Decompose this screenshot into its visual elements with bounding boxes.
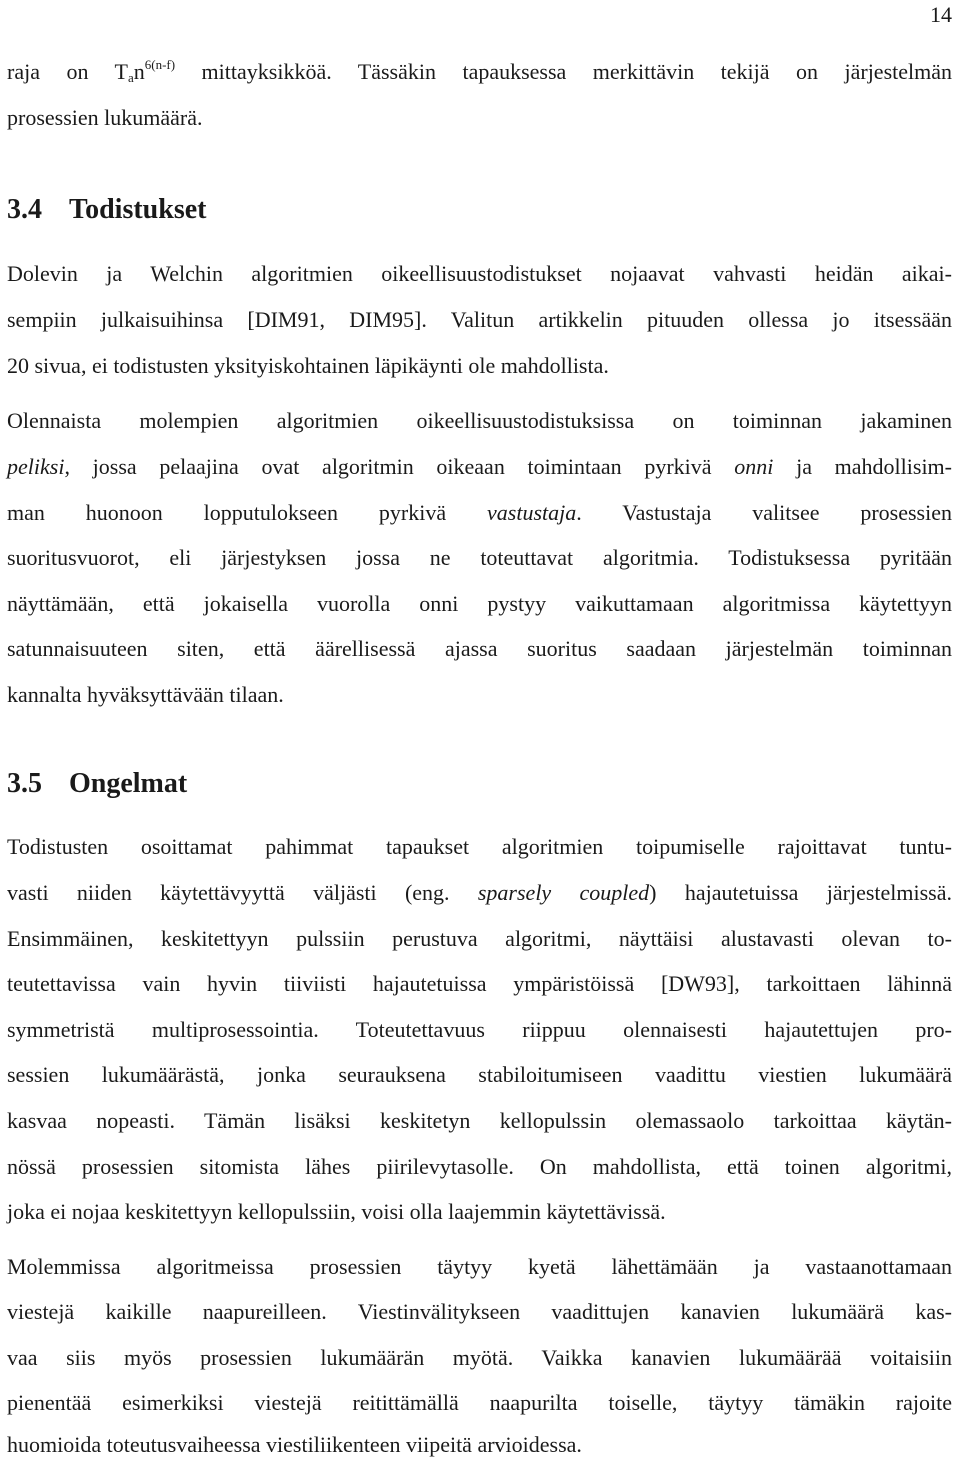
text-segment: , jossa pelaajina ovat algoritmin oikeaan toimintaan pyrkivä [64,454,735,479]
intro-subscript: a [127,70,134,85]
section-heading-3-5 [7,767,187,801]
section-number: 3.5 [7,768,42,799]
intro-superscript: 6(n-f) [144,57,176,72]
section-title: Todistukset [69,194,207,225]
intro-text-a: raja on T [7,59,128,84]
paragraph-line: näyttämään, että jokaisella vuorolla onni pystyy vaikuttamaan algoritmissa käytettyyn [7,591,952,616]
paragraph-line: kasvaa nopeasti. Tämän lisäksi keskitetyn kellopulssin olemassaolo tarkoittaa käytän- [7,1108,952,1133]
text-segment: ) hajautetuissa järjestelmissä. [649,880,953,905]
text-segment: ja mahdollisim- [773,454,952,479]
paragraph-line: satunnaisuuteen siten, että äärellisessä ajassa suoritus saadaan järjestelmän toiminnan [7,636,952,661]
intro-text-n: n [133,59,145,84]
paragraph-line [7,499,952,527]
italic-term: onni [734,454,774,479]
paragraph-line: joka ei nojaa keskitettyyn kellopulssiin, voisi olla laajemmin käytettävissä. [7,1199,666,1224]
intro-text-b: mittayksikköä. Tässäkin tapauksessa merkittävin tekijä on järjestelmän [175,59,953,84]
text-segment: man huonoon lopputulokseen pyrkivä [7,500,487,525]
paragraph-line: sessien lukumäärästä, jonka seurauksena stabiloitumiseen vaadittu viestien lukumäärä [7,1062,952,1087]
paragraph-line: Todistusten osoittamat pahimmat tapaukset algoritmien toipumiselle rajoittavat tuntu- [7,834,952,859]
intro-line-2: prosessien lukumäärä. [7,105,203,130]
section-title: Ongelmat [69,768,188,799]
italic-term: sparsely coupled [477,880,650,905]
page-number: 14 [930,2,952,27]
paragraph-line: Molemmissa algoritmeissa prosessien täytyy kyetä lähettämään ja vastaanottamaan [7,1254,952,1279]
section-heading-3-4 [7,193,206,227]
intro-line-1 [7,58,952,86]
text-segment: vasti niiden käytettävyyttä väljästi (eng. [7,880,478,905]
italic-term: peliksi [7,454,65,479]
paragraph-line: sempiin julkaisuihinsa [DIM91, DIM95]. Valitun artikkelin pituuden ollessa jo itsessään [7,307,952,332]
paragraph-line: huomioida toteutusvaiheessa viestiliikenteen viipeitä arvioidessa. [7,1432,582,1457]
paragraph-line: 20 sivua, ei todistusten yksityiskohtainen läpikäynti ole mahdollista. [7,353,609,378]
paragraph-line: kannalta hyväksyttävään tilaan. [7,682,284,707]
text-segment: . Vastustaja valitsee prosessien [576,500,952,525]
paragraph-line: Dolevin ja Welchin algoritmien oikeellisuustodistukset nojaavat vahvasti heidän aikai- [7,261,952,286]
paragraph-line [7,453,952,481]
paragraph-line: pienentää esimerkiksi viestejä reitittämällä naapurilta toiselle, täytyy tämäkin rajoite [7,1390,952,1415]
paragraph-line: viestejä kaikille naapureilleen. Viestinvälitykseen vaadittujen kanavien lukumäärä kas- [7,1299,952,1324]
paragraph-line: symmetristä multiprosessointia. Toteutettavuus riippuu olennaisesti hajautettujen pro- [7,1017,952,1042]
paragraph-line: nössä prosessien sitomista lähes piirilevytasolle. On mahdollista, että toinen algoritmi, [7,1154,952,1179]
italic-term: vastustaja [487,500,577,525]
paragraph-line: Olennaista molempien algoritmien oikeellisuustodistuksissa on toiminnan jakaminen [7,408,952,433]
paragraph-line: suoritusvuorot, eli järjestyksen jossa ne toteuttavat algoritmia. Todistuksessa pyritään [7,545,952,570]
paragraph-line [7,879,952,907]
paragraph-line: Ensimmäinen, keskitettyyn pulssiin perustuva algoritmi, näyttäisi alustavasti olevan to- [7,926,952,951]
paragraph-line: teutettavissa vain hyvin tiiviisti hajautetuissa ympäristöissä [DW93], tarkoittaen lähinnä [7,971,952,996]
paragraph-line: vaa siis myös prosessien lukumäärän myötä. Vaikka kanavien lukumäärää voitaisiin [7,1345,952,1370]
section-number: 3.4 [7,194,42,225]
